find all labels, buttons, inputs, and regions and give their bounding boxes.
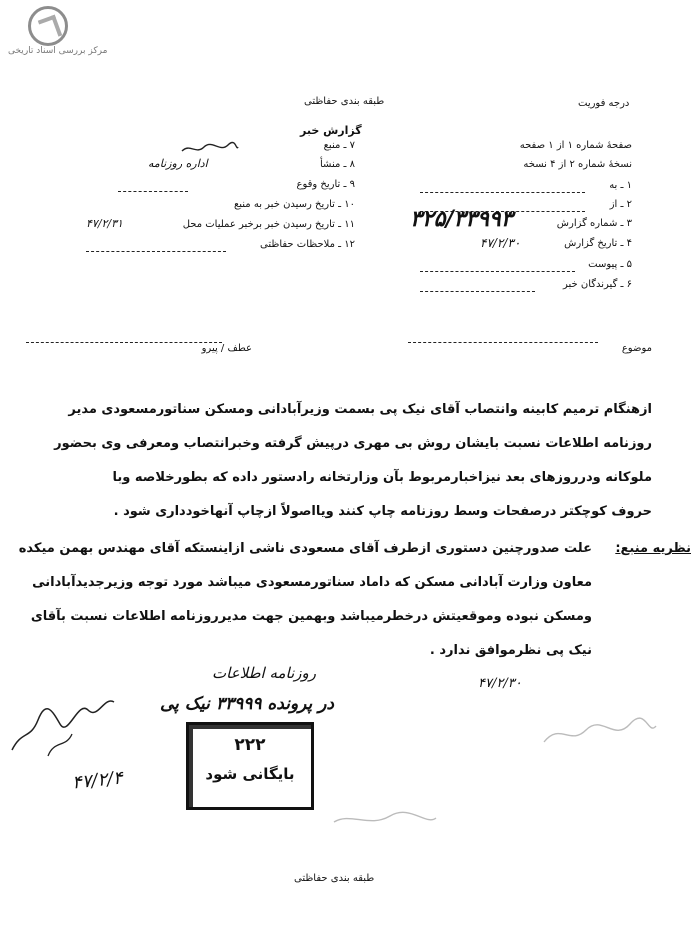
opinion-label: نظریه منبع: (615, 541, 691, 556)
report-title: گزارش خبر (300, 124, 362, 137)
origin-label: ۸ ـ منشأ (319, 159, 355, 170)
body-line-3: ملوکانه ودرروزهای بعد نیزاخبارمربوط بآن وزارتخانه رادستور داده که بطورخلاصه وبا (112, 470, 652, 485)
handwritten-note-2: در پرونده ۳۳۹۹۹ نیک پی (160, 694, 334, 714)
opinion-line-3: ومسکن نبوده وموقعیتش درخطرمیباشد وبهمین جهت مدیرروزنامه اطلاعات نسبت بآقای (30, 609, 592, 624)
security-notes-label: ۱۲ ـ ملاحظات حفاظتی (260, 239, 355, 250)
body-line-2: روزنامه اطلاعات نسبت بایشان روش بی مهری درپیش گرفته وخبرانتصاب ومعرفی وی بحضور (54, 436, 652, 451)
received-at-hq-label: ۱۱ ـ تاریخ رسیدن خبر برخبر عملیات محل (182, 219, 355, 230)
watermark-text: مرکز بررسی اسناد تاریخی (8, 46, 108, 56)
received-from-source-label: ۱۰ ـ تاریخ رسیدن خبر به منبع (233, 199, 355, 210)
margin-signature-icon (8, 690, 118, 764)
opinion-line-2: معاون وزارت آبادانی مسکن که داماد سناتورمسعودی میباشد مورد توجه وزیرجدیدآبادانی (32, 575, 592, 590)
archive-logo-icon (28, 6, 68, 46)
subject-label: موضوع (621, 343, 652, 354)
opinion-line-4: نیک پی نظرموافق ندارد . (429, 643, 592, 658)
opinion-line-1: علت صدورچنین دستوری ازطرف آقای مسعودی ناشی ازاینستکه آقای مهندس بهمن میکده (18, 541, 592, 556)
recipients-label: ۶ ـ گیرندگان خبر (562, 279, 632, 290)
copy-number: نسخهٔ شماره ۲ از ۴ نسخه (523, 159, 632, 170)
report-date-value: ۴۷/۲/۳۰ (480, 236, 521, 250)
occurrence-date-label: ۹ ـ تاریخ وقوع (296, 179, 355, 190)
body-line-1: ازهنگام ترمیم کابینه وانتصاب آقای نیک پی بسمت وزیرآبادانی ومسکن سناتورمسعودی مدیر (68, 402, 652, 417)
archive-stamp (186, 722, 314, 810)
to-label: ۱ ـ به (609, 180, 632, 191)
faint-scribble-icon (540, 712, 660, 756)
classification-top: طبقه بندی حفاظتی (304, 96, 385, 107)
attachment-label: ۵ ـ پیوست (588, 259, 632, 270)
handwritten-date-left: ۴۷/۲/۴ (71, 767, 124, 794)
stamp-number: ۲۲۲ (234, 735, 266, 755)
urgency-label: درجه فوریت (578, 98, 630, 109)
report-number-value: ۳۲۵/۳۳۹۹۳ (410, 206, 513, 232)
source-label: ۷ ـ منبع (323, 140, 355, 151)
report-number-label: ۳ ـ شماره گزارش (556, 218, 632, 229)
body-line-4: حروف کوچکتر درصفحات وسط روزنامه چاپ کنند ویااصولاً ازچاپ آنهاخودداری شود . (113, 504, 652, 519)
faint-stamp-trace-icon (330, 808, 440, 834)
handwritten-note-1: روزنامه اطلاعات (212, 664, 317, 682)
report-date-label: ۴ ـ تاریخ گزارش (564, 238, 632, 249)
from-label: ۲ ـ از (609, 199, 632, 210)
ref-label: عطف / پیرو (201, 343, 252, 354)
received-at-hq-date: ۴۷/۲/۳۱ (86, 217, 123, 230)
classification-bottom: طبقه بندی حفاظتی (294, 873, 375, 884)
origin-value: اداره روزنامه (148, 157, 208, 170)
stamp-text: بایگانی شود (205, 765, 295, 783)
page-number: صفحهٔ شماره ۱ از ۱ صفحه (519, 140, 632, 151)
handwritten-date-right: ۴۷/۲/۳۰ (478, 676, 522, 691)
